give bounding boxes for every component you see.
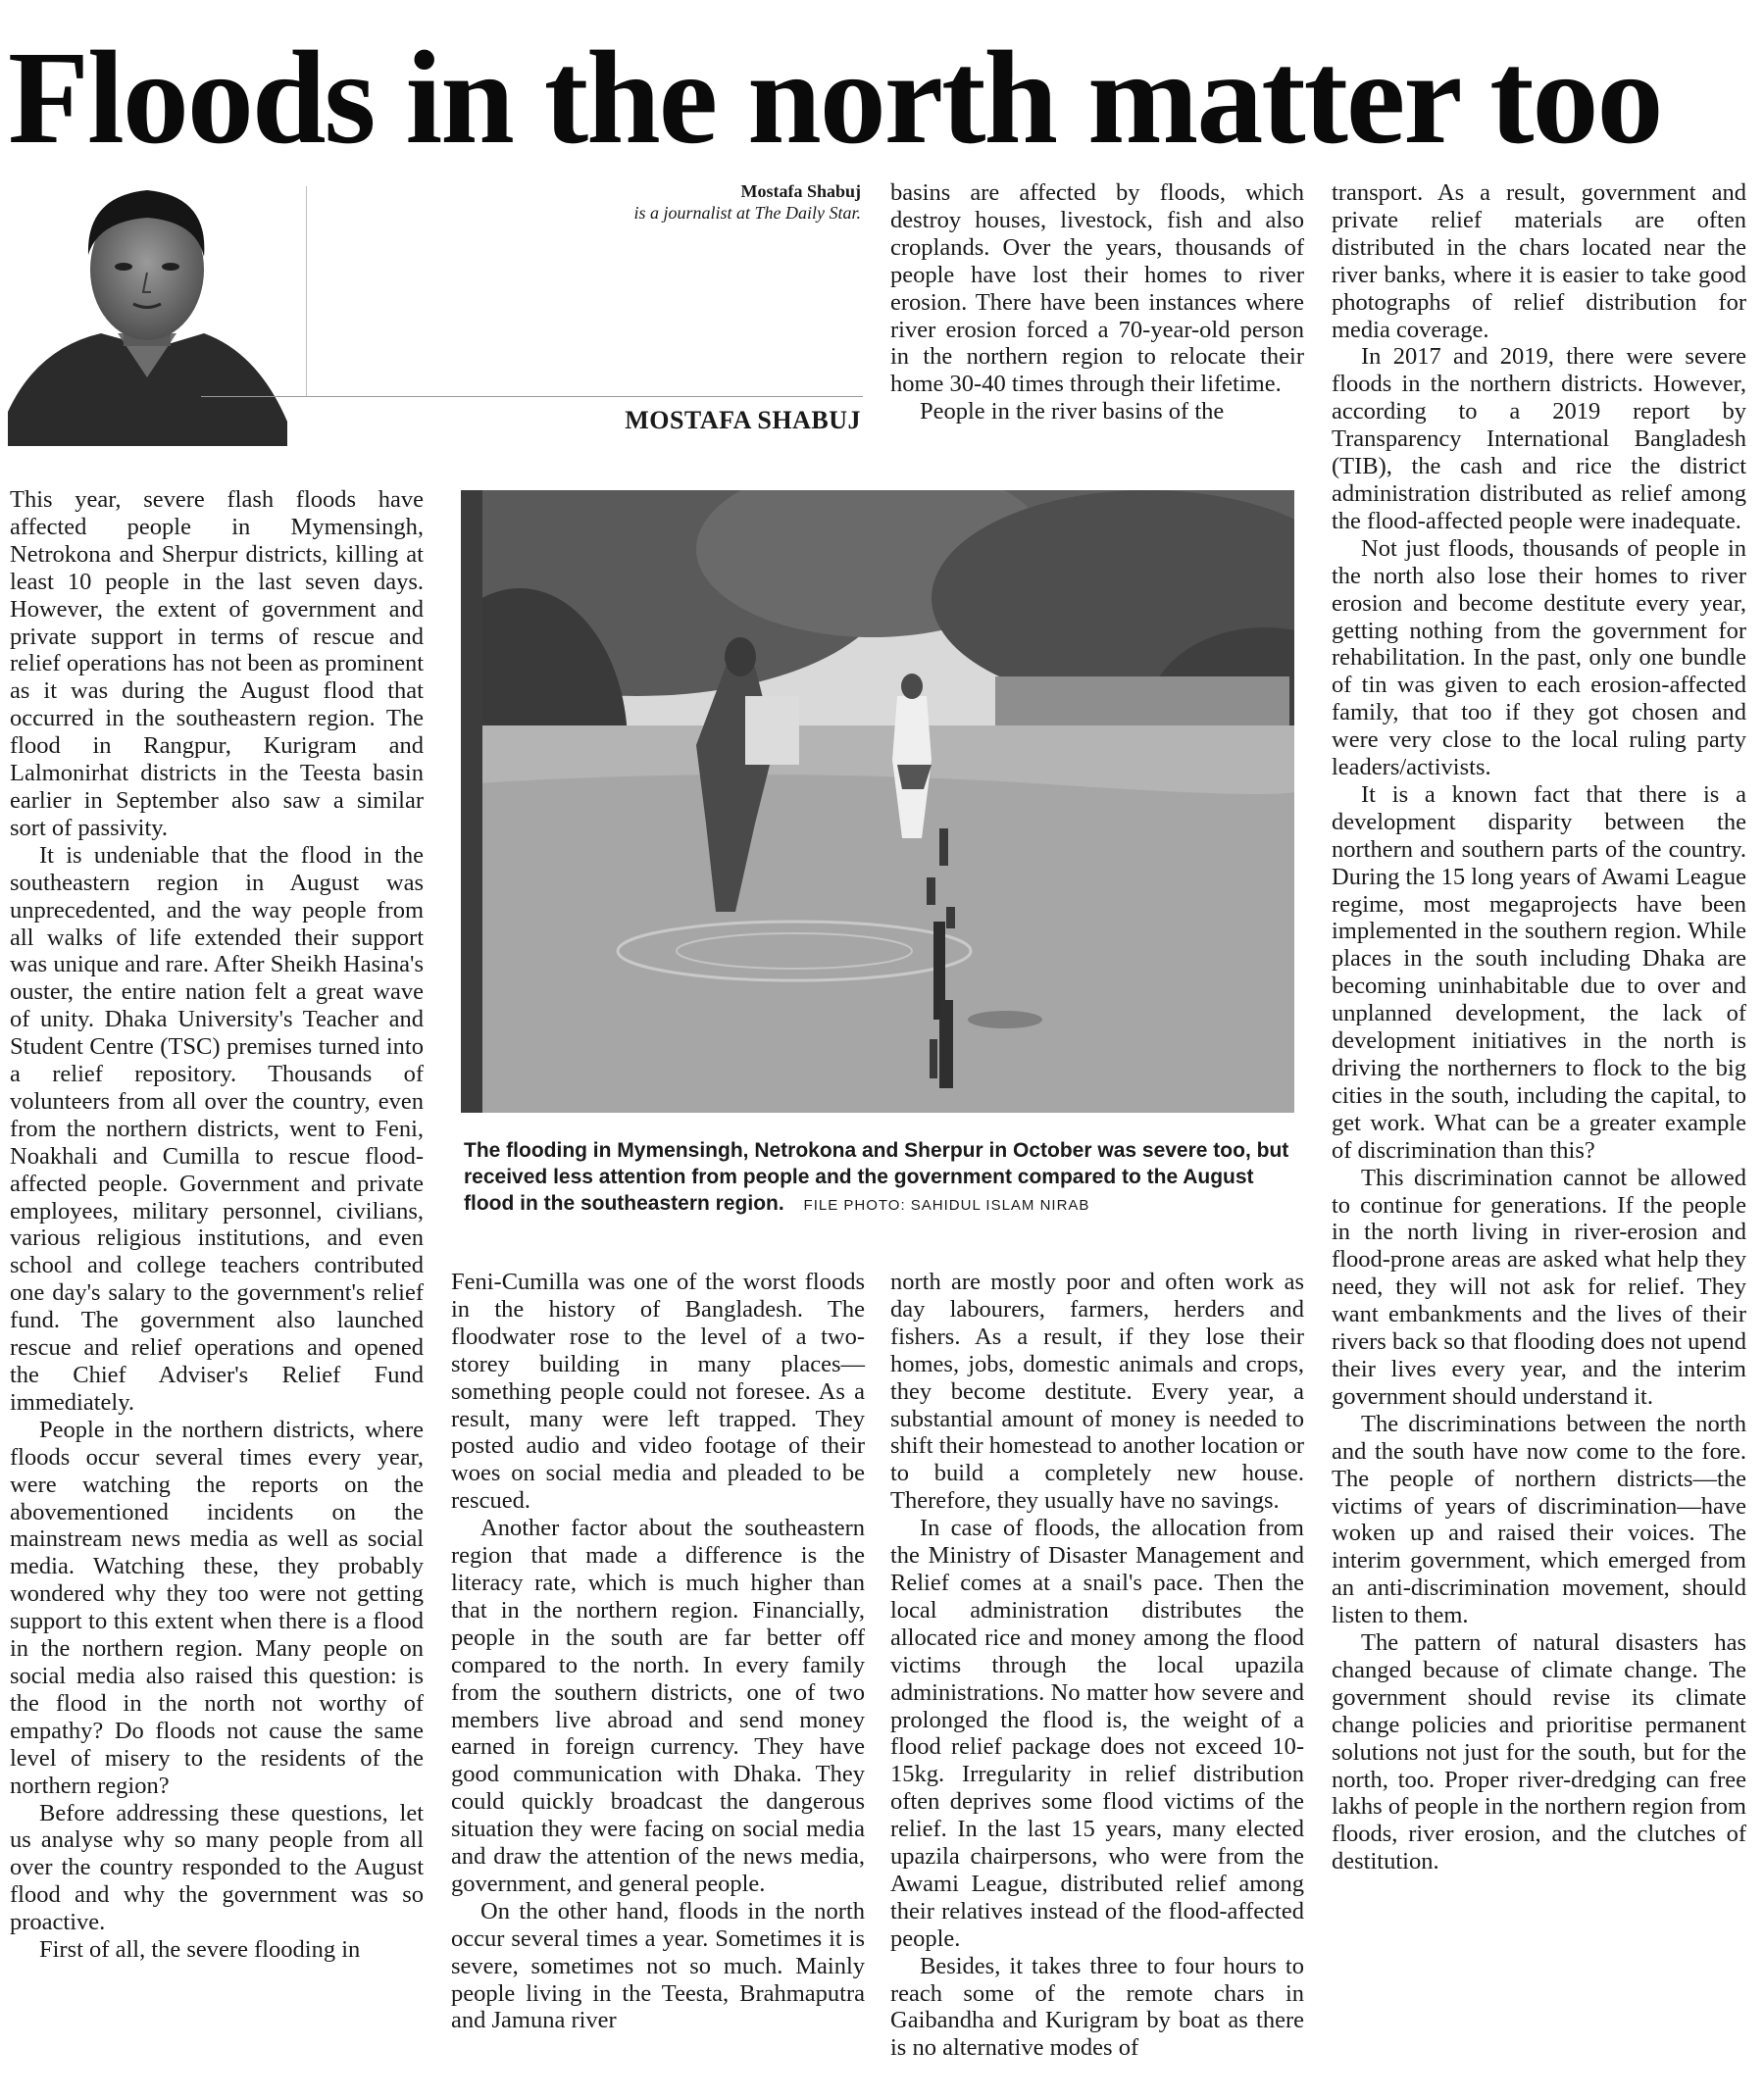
author-credit (549, 180, 861, 224)
paragraph: People in the northern districts, where floods occur several times every year, were watching the reports on the abovementioned incidents on the mainstream news media as well as social media. Watching these, they probably wondered why they too were not getting support to this extent when there is a flood in the northern region. Many people on social media also raised this question: is the flood in the north not worthy of empathy? Do floods not cause the same level of misery to the residents of the northern region? (10, 1416, 424, 1799)
byline-rule (201, 396, 863, 397)
paragraph: People in the river basins of the (920, 398, 1225, 425)
paragraph: This discrimination cannot be allowed to continue for generations. If the people in the north living in river-erosion and flood-prone areas are asked what help they need, they will not ask for relief. They want embankments and the lives of their rivers back so that flooding does not upend their lives every year, and the interim government should understand it. (1332, 1164, 1746, 1410)
paragraph: This year, severe flash floods have affected people in Mymensingh, Netrokona and Sherpur districts, killing at least 10 people in the last seven days. However, the extent of government and private support in terms of rescue and relief operations has not been as prominent as it was during the August flood that occurred in the southeastern region. The flood in Rangpur, Kurigram and Lalmonirhat districts in the Teesta basin earlier in September also saw a similar sort of passivity. (10, 486, 424, 841)
author-name: Mostafa Shabuj (740, 181, 861, 201)
paragraph: basins are affected by floods, which destroy houses, livestock, fish and also croplands. Over the years, thousands of people have lost their homes to river erosion. There have been instances where river erosion forced a 70-year-old person in the northern region to relocate their home 30-40 times through their lifetime. (890, 179, 1304, 398)
paragraph: It is a known fact that there is a development disparity between the northern and southern parts of the country. During the 15 long years of Awami League regime, most megaprojects have been implemented in the southern region. While places in the south including Dhaka are becoming uninhabitable due to over and unplanned development, the lack of development initiatives in the north is driving the northerners to flock to the big cities in the south, including the capital, to get work. What can be a greater example of discrimination than this? (1332, 780, 1746, 1164)
column-rule (306, 186, 307, 397)
paragraph: north are mostly poor and often work as day labourers, farmers, herders and fishers. As a result, if they lose their homes, jobs, domestic animals and crops, they become destitute. Every year, a substantial amount of money is needed to shift their homestead to another location or to build a completely new house. Therefore, they usually have no savings. (890, 1269, 1304, 1515)
paragraph: Another factor about the southeastern region that made a difference is the literacy rate, which is much higher than that in the northern region. Financially, people in the south are far better off compared to the north. In every family from the southern districts, one of two members live abroad and send money earned in foreign currency. They have good communication with Dhaka. They could quickly broadcast the dangerous situation they were facing on social media and draw the attention of the news media, government, and general people. (451, 1515, 865, 1897)
column-3-bottom (890, 1269, 1304, 2062)
caption-text: The flooding in Mymensingh, Netrokona and Sherpur in October was severe too, but received less attention from people and the government compared to the August flood in the southeastern region. (464, 1139, 1289, 1215)
column-2 (451, 1269, 865, 2034)
column-1 (10, 486, 424, 1964)
paragraph: In 2017 and 2019, there were severe floods in the northern districts. However, according to a 2019 report by Transparency International Bangladesh (TIB), the cash and rice the district administration distributed as relief among the flood-affected people were inadequate. (1332, 343, 1746, 534)
paragraph: On the other hand, floods in the north occur several times a year. Sometimes it is severe, sometimes not so much. Mainly people living in the Teesta, Brahmaputra and Jamuna river (451, 1897, 865, 2034)
flood-photo-image (461, 490, 1294, 1113)
headline: Floods in the north matter too (8, 25, 1662, 172)
paragraph: Besides, it takes three to four hours to reach some of the remote chars in Gaibandha and Kurigram by boat as there is no alternative modes of (890, 1952, 1304, 2062)
byline: MOSTAFA SHABUJ (625, 406, 861, 434)
paragraph: Feni-Cumilla was one of the worst floods in the history of Bangladesh. The floodwater rose to the level of a two-storey building in many places—something people could not foresee. As a result, many were left trapped. They posted audio and video footage of their woes on social media and pleaded to be rescued. (451, 1269, 865, 1515)
paragraph: It is undeniable that the flood in the southeastern region in August was unprecedented, and the way people from all walks of life extended their support was unique and rare. After Sheikh Hasina's ouster, the entire nation felt a great wave of unity. Dhaka University's Teacher and Student Centre (TSC) premises turned into a relief repository. Thousands of volunteers from all over the country, even from the northern districts, went to Feni, Noakhali and Cumilla to rescue flood-affected people. Government and private employees, military personnel, civilians, various religious institutions, and even school and college teachers contributed one day's salary to the government's relief fund. The government also launched rescue and relief operations and opened the Chief Adviser's Relief Fund immediately. (10, 841, 424, 1416)
paragraph: First of all, the severe flooding in (39, 1936, 361, 1964)
author-role: is a journalist at The Daily Star. (633, 203, 861, 223)
author-portrait (8, 176, 287, 446)
column-3-top (890, 179, 1304, 425)
paragraph: The discriminations between the north and the south have now come to the fore. The people of northern districts—the victims of years of discrimination—have woken up and raised their voices. The interim government, which emerged from an anti-discrimination movement, should listen to them. (1332, 1410, 1746, 1629)
paragraph: In case of floods, the allocation from the Ministry of Disaster Management and Relief comes at a snail's pace. Then the local administration distributes the allocated rice and money among the flood victims through the local upazila administrations. No matter how severe and prolonged the flood is, the weight of a flood relief package does not exceed 10-15kg. Irregularity in relief distribution often deprives some flood victims of the relief. In the last 15 years, many elected upazila chairpersons, who were from the Awami League, distributed relief among their relatives instead of the flood-affected people. (890, 1515, 1304, 1952)
flood-photo (461, 490, 1294, 1113)
paragraph: Not just floods, thousands of people in the north also lose their homes to river erosion and become destitute every year, getting nothing from the government for rehabilitation. In the past, only one bundle of tin was given to each erosion-affected family, that too if they got chosen and were very close to the local ruling party leaders/activists. (1332, 534, 1746, 781)
photo-caption (464, 1137, 1302, 1219)
paragraph: Before addressing these questions, let us analyse why so many people from all over the country responded to the August flood and why the government was so proactive. (10, 1799, 424, 1936)
paragraph: transport. As a result, government and private relief materials are often distributed in the chars located near the river banks, where it is easier to take good photographs of relief distribution for media coverage. (1332, 179, 1746, 343)
column-4 (1332, 179, 1746, 1875)
photo-credit: FILE PHOTO: SAHIDUL ISLAM NIRAB (803, 1197, 1090, 1214)
paragraph: The pattern of natural disasters has changed because of climate change. The government should revise its climate change policies and prioritise permanent solutions not just for the south, but for the north, too. Proper river-dredging can free lakhs of people in the northern region from floods, river erosion, and the clutches of destitution. (1332, 1629, 1746, 1875)
